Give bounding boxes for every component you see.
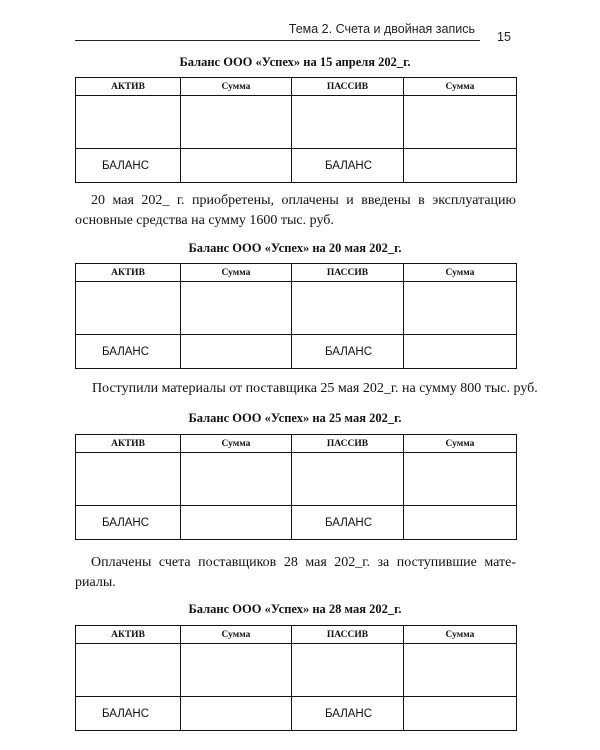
column-header-sum: Сумма xyxy=(404,78,517,96)
table-cell xyxy=(76,644,181,697)
column-header-sum: Сумма xyxy=(181,78,292,96)
total-label-liability: БАЛАНС xyxy=(292,697,404,731)
page-number: 15 xyxy=(497,30,511,44)
column-header-liability: ПАССИВ xyxy=(292,78,404,96)
column-header-sum: Сумма xyxy=(404,435,517,453)
table-cell xyxy=(292,96,404,149)
table-cell xyxy=(181,335,292,369)
table-cell xyxy=(404,149,517,183)
paragraph-line: 20 мая 202_ г. приобретены, оплачены и введены в эксплуатацию xyxy=(91,193,516,208)
total-label-asset: БАЛАНС xyxy=(76,335,181,369)
total-label-asset: БАЛАНС xyxy=(76,697,181,731)
table-body-row xyxy=(76,96,517,149)
table-cell xyxy=(404,335,517,369)
table-cell xyxy=(181,453,292,506)
column-header-sum: Сумма xyxy=(404,264,517,282)
column-header-sum: Сумма xyxy=(181,264,292,282)
table-cell xyxy=(76,282,181,335)
table-cell xyxy=(181,282,292,335)
column-header-asset: АКТИВ xyxy=(76,435,181,453)
paragraph-3 xyxy=(75,553,516,593)
table-caption-2: Баланс ООО «Успех» на 20 мая 202_г. xyxy=(188,241,402,255)
paragraph-line: Поступили материалы от поставщика 25 мая 202_г. на сумму 800 тыс. руб. xyxy=(92,381,538,396)
table-cell xyxy=(76,453,181,506)
table-cell xyxy=(292,644,404,697)
paragraph-line: риалы. xyxy=(75,575,116,590)
balance-table-2 xyxy=(75,263,517,369)
column-header-asset: АКТИВ xyxy=(76,78,181,96)
table-body-row xyxy=(76,282,517,335)
table-cell xyxy=(76,96,181,149)
column-header-liability: ПАССИВ xyxy=(292,626,404,644)
total-label-liability: БАЛАНС xyxy=(292,506,404,540)
paragraph-line: Оплачены счета поставщиков 28 мая 202_г. за поступившие мате- xyxy=(91,555,516,570)
table-total-row xyxy=(76,335,517,369)
table-cell xyxy=(404,644,517,697)
table-cell xyxy=(181,96,292,149)
table-caption-1: Баланс ООО «Успех» на 15 апреля 202_г. xyxy=(179,55,411,69)
header-rule xyxy=(75,40,480,41)
paragraph-1 xyxy=(75,191,516,231)
table-total-row xyxy=(76,149,517,183)
paragraph-line: основные средства на сумму 1600 тыс. руб. xyxy=(75,213,334,228)
paragraph-2 xyxy=(92,379,538,399)
table-cell xyxy=(181,644,292,697)
column-header-liability: ПАССИВ xyxy=(292,435,404,453)
column-header-sum: Сумма xyxy=(181,435,292,453)
table-body-row xyxy=(76,453,517,506)
table-header-row xyxy=(76,264,517,282)
total-label-liability: БАЛАНС xyxy=(292,149,404,183)
balance-table-4 xyxy=(75,625,517,731)
table-header-row xyxy=(76,78,517,96)
column-header-sum: Сумма xyxy=(404,626,517,644)
table-cell xyxy=(292,282,404,335)
total-label-asset: БАЛАНС xyxy=(76,506,181,540)
table-cell xyxy=(181,149,292,183)
column-header-asset: АКТИВ xyxy=(76,626,181,644)
column-header-sum: Сумма xyxy=(181,626,292,644)
table-cell xyxy=(404,453,517,506)
table-cell xyxy=(404,282,517,335)
table-caption-3: Баланс ООО «Успех» на 25 мая 202_г. xyxy=(188,411,402,425)
balance-table-3 xyxy=(75,434,517,540)
table-cell xyxy=(404,506,517,540)
column-header-liability: ПАССИВ xyxy=(292,264,404,282)
balance-table-1 xyxy=(75,77,517,183)
table-cell xyxy=(181,506,292,540)
table-cell xyxy=(181,697,292,731)
total-label-asset: БАЛАНС xyxy=(76,149,181,183)
table-header-row xyxy=(76,626,517,644)
table-total-row xyxy=(76,697,517,731)
table-total-row xyxy=(76,506,517,540)
table-caption-4: Баланс ООО «Успех» на 28 мая 202_г. xyxy=(188,602,402,616)
total-label-liability: БАЛАНС xyxy=(292,335,404,369)
table-cell xyxy=(292,453,404,506)
table-body-row xyxy=(76,644,517,697)
running-header: Тема 2. Счета и двойная запись xyxy=(288,22,475,36)
table-header-row xyxy=(76,435,517,453)
column-header-asset: АКТИВ xyxy=(76,264,181,282)
table-cell xyxy=(404,96,517,149)
table-cell xyxy=(404,697,517,731)
